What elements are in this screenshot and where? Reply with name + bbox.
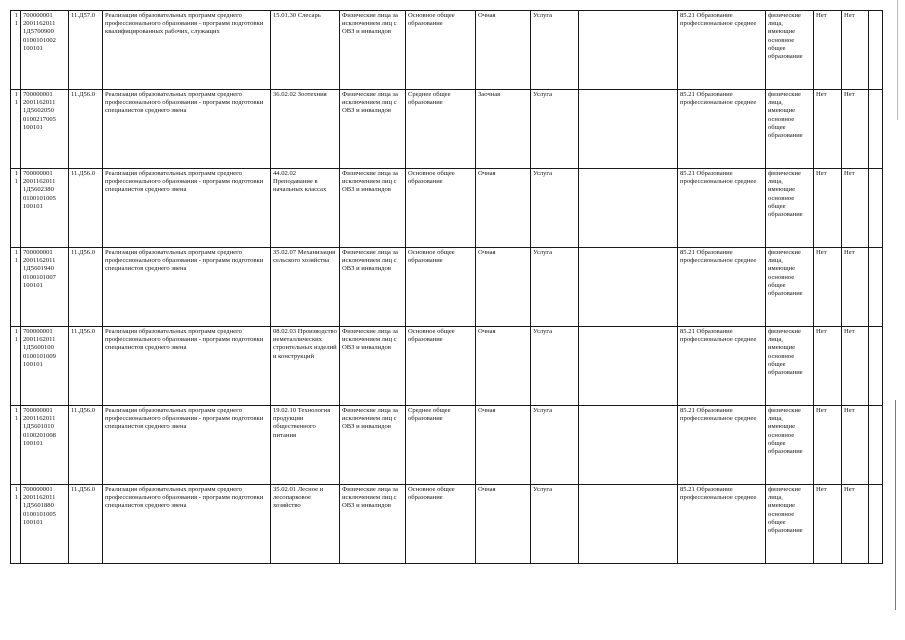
flag-other: Нет [842, 485, 869, 564]
empty-cell [579, 327, 678, 406]
registry-table [10, 10, 883, 564]
item-type: Услуга [531, 485, 579, 564]
row-number: 11 [11, 90, 21, 169]
registry-code-line: 700000001 [23, 12, 53, 19]
row-number: 11 [11, 485, 21, 564]
flag-paid: Нет [814, 90, 842, 169]
base-education: Основное общее образование [406, 248, 476, 327]
service-name: Реализация образовательных программ среднего профессионального образования - программ подготовки специалистов среднего звена [103, 485, 271, 564]
admission-requirement: физические лица, имеющие основное общее образование [766, 169, 814, 248]
service-code: 11.Д56.0 [69, 406, 103, 485]
flag-paid: Нет [814, 11, 842, 90]
consumer-category: Физические лица за исключением лиц с ОВЗ и инвалидов [340, 11, 406, 90]
consumer-category: Физические лица за исключением лиц с ОВЗ и инвалидов [340, 327, 406, 406]
empty-cell [579, 90, 678, 169]
blank-cell [869, 90, 883, 169]
empty-cell [579, 11, 678, 90]
base-education: Основное общее образование [406, 169, 476, 248]
registry-code-line: 0100101009 [23, 352, 56, 360]
item-type: Услуга [531, 327, 579, 406]
consumer-category: Физические лица за исключением лиц с ОВЗ и инвалидов [340, 248, 406, 327]
flag-paid: Нет [814, 485, 842, 564]
okved-activity: 85.21 Образование профессиональное среднее [678, 169, 766, 248]
registry-code-line: 700000001 [23, 407, 53, 414]
registry-code-line: 2001162011 [23, 257, 56, 265]
specialty: 08.02.03 Производство неметаллических строительных изделий и конструкций [271, 327, 340, 406]
specialty: 35.02.07 Механизация сельского хозяйства [271, 248, 340, 327]
registry-code [21, 406, 69, 485]
service-code: 11.Д56.0 [69, 248, 103, 327]
registry-code-line: 100101 [23, 518, 43, 526]
item-type: Услуга [531, 406, 579, 485]
registry-code-line: 100101 [23, 202, 43, 210]
consumer-category: Физические лица за исключением лиц с ОВЗ и инвалидов [340, 169, 406, 248]
registry-code-line: 0100201008 [23, 431, 56, 439]
service-name: Реализация образовательных программ среднего профессионального образования - программ подготовки специалистов среднего звена [103, 248, 271, 327]
item-type: Услуга [531, 169, 579, 248]
registry-code-line: 1Д5600100 [23, 344, 54, 352]
registry-code-line: 700000001 [23, 91, 53, 98]
service-name: Реализация образовательных программ среднего профессионального образования - программ подготовки специалистов среднего звена [103, 169, 271, 248]
row-number: 11 [11, 11, 21, 90]
registry-code [21, 169, 69, 248]
row-number: 11 [11, 406, 21, 485]
registry-code-line: 100101 [23, 360, 43, 368]
registry-rows [11, 11, 883, 564]
service-code: 11.Д56.0 [69, 169, 103, 248]
row-number: 11 [11, 248, 21, 327]
flag-paid: Нет [814, 248, 842, 327]
flag-other: Нет [842, 327, 869, 406]
table-row [11, 406, 883, 485]
service-name: Реализация образовательных программ среднего профессионального образования - программ подготовки квалифицированных рабочих, служащих [103, 11, 271, 90]
admission-requirement: физические лица, имеющие основное общее образование [766, 11, 814, 90]
registry-code-line: 0100217005 [23, 115, 56, 123]
empty-cell [579, 248, 678, 327]
okved-activity: 85.21 Образование профессиональное среднее [678, 406, 766, 485]
registry-code-line: 2001162011 [23, 20, 56, 28]
registry-code-line: 0100101005 [23, 194, 56, 202]
specialty: 19.02.10 Технология продукции общественного питания [271, 406, 340, 485]
table-row [11, 90, 883, 169]
table-row [11, 11, 883, 90]
item-type: Услуга [531, 11, 579, 90]
item-type: Услуга [531, 90, 579, 169]
service-code: 11.Д57.0 [69, 11, 103, 90]
service-code: 11.Д56.0 [69, 90, 103, 169]
table-row [11, 169, 883, 248]
base-education: Основное общее образование [406, 11, 476, 90]
registry-code-line: 1Д5601880 [23, 502, 54, 510]
registry-code-line: 2001162011 [23, 415, 56, 423]
blank-cell [869, 485, 883, 564]
specialty: 44.02.02 Преподавание в начальных классах [271, 169, 340, 248]
consumer-category: Физические лица за исключением лиц с ОВЗ и инвалидов [340, 90, 406, 169]
study-form: Заочная [476, 90, 531, 169]
registry-code-line: 2001162011 [23, 336, 56, 344]
admission-requirement: физические лица, имеющие основное общее образование [766, 485, 814, 564]
flag-other: Нет [842, 248, 869, 327]
blank-cell [869, 169, 883, 248]
registry-code-line: 1Д5601010 [23, 423, 54, 431]
consumer-category: Физические лица за исключением лиц с ОВЗ и инвалидов [340, 406, 406, 485]
registry-code-line: 1Д5700900 [23, 28, 54, 36]
study-form: Очная [476, 406, 531, 485]
service-name: Реализация образовательных программ среднего профессионального образования - программ подготовки специалистов среднего звена [103, 406, 271, 485]
study-form: Очная [476, 169, 531, 248]
flag-other: Нет [842, 90, 869, 169]
blank-cell [869, 327, 883, 406]
scan-edge-line [895, 400, 896, 610]
base-education: Основное общее образование [406, 485, 476, 564]
registry-code [21, 485, 69, 564]
registry-code [21, 248, 69, 327]
base-education: Основное общее образование [406, 327, 476, 406]
okved-activity: 85.21 Образование профессиональное среднее [678, 327, 766, 406]
study-form: Очная [476, 248, 531, 327]
registry-code-line: 700000001 [23, 249, 53, 256]
registry-code [21, 327, 69, 406]
registry-code-line: 700000001 [23, 170, 53, 177]
okved-activity: 85.21 Образование профессиональное среднее [678, 248, 766, 327]
registry-code-line: 1Д5601940 [23, 265, 54, 273]
blank-cell [869, 248, 883, 327]
blank-cell [869, 11, 883, 90]
registry-code-line: 2001162011 [23, 99, 56, 107]
registry-code-line: 100101 [23, 123, 43, 131]
flag-other: Нет [842, 169, 869, 248]
study-form: Очная [476, 11, 531, 90]
registry-code-line: 100101 [23, 281, 43, 289]
flag-paid: Нет [814, 169, 842, 248]
registry-code-line: 1Д5602380 [23, 186, 54, 194]
empty-cell [579, 406, 678, 485]
admission-requirement: физические лица, имеющие основное общее образование [766, 406, 814, 485]
table-row [11, 327, 883, 406]
empty-cell [579, 169, 678, 248]
registry-code-line: 1Д5602050 [23, 107, 54, 115]
empty-cell [579, 485, 678, 564]
row-number: 11 [11, 327, 21, 406]
item-type: Услуга [531, 248, 579, 327]
registry-code-line: 100101 [23, 44, 43, 52]
specialty: 35.02.01 Лесное и лесопарковое хозяйство [271, 485, 340, 564]
service-code: 11.Д56.0 [69, 327, 103, 406]
registry-code-line: 700000001 [23, 486, 53, 493]
registry-code-line: 0100101002 [23, 36, 56, 44]
registry-code-line: 100101 [23, 439, 43, 447]
registry-code-line: 2001162011 [23, 178, 56, 186]
base-education: Среднее общее образование [406, 90, 476, 169]
okved-activity: 85.21 Образование профессиональное среднее [678, 11, 766, 90]
registry-code-line: 0100101007 [23, 273, 56, 281]
flag-other: Нет [842, 11, 869, 90]
base-education: Среднее общее образование [406, 406, 476, 485]
specialty: 15.01.30 Слесарь [271, 11, 340, 90]
registry-code [21, 11, 69, 90]
table-row [11, 248, 883, 327]
admission-requirement: физические лица, имеющие основное общее образование [766, 327, 814, 406]
study-form: Очная [476, 485, 531, 564]
registry-code-line: 2001162011 [23, 494, 56, 502]
consumer-category: Физические лица за исключением лиц с ОВЗ и инвалидов [340, 485, 406, 564]
admission-requirement: физические лица, имеющие основное общее образование [766, 90, 814, 169]
study-form: Очная [476, 327, 531, 406]
table-row [11, 485, 883, 564]
registry-code-line: 700000001 [23, 328, 53, 335]
specialty: 36.02.02 Зоотехния [271, 90, 340, 169]
okved-activity: 85.21 Образование профессиональное среднее [678, 485, 766, 564]
flag-paid: Нет [814, 327, 842, 406]
service-name: Реализация образовательных программ среднего профессионального образования - программ подготовки специалистов среднего звена [103, 327, 271, 406]
okved-activity: 85.21 Образование профессиональное среднее [678, 90, 766, 169]
registry-code-line: 0100101005 [23, 510, 56, 518]
flag-paid: Нет [814, 406, 842, 485]
admission-requirement: физические лица, имеющие основное общее образование [766, 248, 814, 327]
row-number: 11 [11, 169, 21, 248]
blank-cell [869, 406, 883, 485]
service-code: 11.Д56.0 [69, 485, 103, 564]
registry-code [21, 90, 69, 169]
flag-other: Нет [842, 406, 869, 485]
service-name: Реализация образовательных программ среднего профессионального образования - программ подготовки специалистов среднего звена [103, 90, 271, 169]
scan-edge-line [897, 0, 898, 120]
